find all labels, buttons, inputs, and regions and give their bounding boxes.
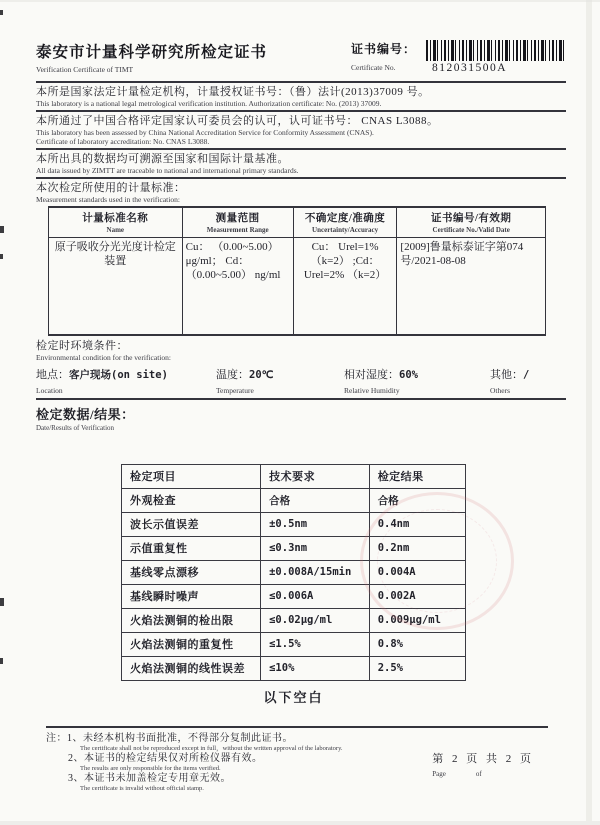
certificate-number-value-block <box>426 40 566 74</box>
standard-uncertainty-cell: Cu： Urel=1% （k=2） ;Cd： Urel=2% （k=2） <box>293 238 397 336</box>
standards-header-row <box>49 207 546 238</box>
table-row: 示值重复性 ≤0.3nm 0.2nm <box>122 537 466 561</box>
env-label: 相对湿度： <box>344 369 399 381</box>
table-row: 火焰法测铜的检出限 ≤0.02μg/ml 0.009μg/ml <box>122 609 466 633</box>
results-header-row <box>122 465 466 489</box>
statement-standards-used <box>36 179 566 206</box>
scan-edge-bottom <box>0 821 600 825</box>
env-value: / <box>523 369 530 381</box>
standards-header-range: 测量范围 Measurement Range <box>182 207 293 238</box>
table-row: 基线零点漂移 ±0.008A/15min 0.004A <box>122 561 466 585</box>
env-value: 客户现场(on site) <box>69 369 168 381</box>
standards-data-row <box>49 238 546 336</box>
standard-range-cell: Cu： （0.00~5.00）μg/ml； Cd： （0.00~5.00） ng/ml <box>182 238 293 336</box>
note-label: 注： <box>46 733 67 744</box>
certificate-number: 812031500A <box>432 62 508 74</box>
env-label-en: Relative Humidity <box>344 386 400 395</box>
environment-title: 检定时环境条件： Environmental condition for the verification: <box>36 340 171 362</box>
standards-header-name: 计量标准名称 Name <box>49 207 183 238</box>
page-title: 泰安市计量科学研究所检定证书 <box>36 44 268 61</box>
env-value: 60% <box>399 369 418 381</box>
standard-certificate-cell: [2009]鲁量标泰证字第074号/2021-08-08 <box>397 238 546 336</box>
statement-text-zh: 本次检定所使用的计量标准： <box>36 182 186 194</box>
statement-text-en: All data issued by ZIMTT are traceable to national and international primary standards. <box>36 166 299 175</box>
scan-artifact <box>0 226 4 233</box>
page-title-english: Verification Certificate of TIMT <box>36 65 134 74</box>
certificate-number-block <box>351 40 566 74</box>
table-row: 波长示值误差 ±0.5nm 0.4nm <box>122 513 466 537</box>
table-row: 火焰法测铜的重复性 ≤1.5% 0.8% <box>122 633 466 657</box>
env-label: 地点： <box>36 369 69 381</box>
barcode-icon <box>426 40 566 61</box>
results-header-result: 检定结果 <box>369 465 465 489</box>
statement-text-zh: 本所出具的数据均可溯源至国家和国际计量基准。 <box>36 153 289 165</box>
statement-legal-institution <box>36 83 566 112</box>
footer-note-3-en: The certificate is invalid without official stamp. <box>80 785 204 792</box>
env-value: 20℃ <box>249 369 274 381</box>
scan-edge-right <box>586 0 592 825</box>
env-label-en: Temperature <box>216 386 254 395</box>
env-field-location <box>36 366 216 395</box>
standards-header-certificate: 证书编号/有效期 Certificate No./Valid Date <box>397 207 546 238</box>
environment-fields <box>36 366 566 400</box>
table-row: 外观检查 合格 合格 <box>122 489 466 513</box>
results-header-requirement: 技术要求 <box>261 465 370 489</box>
statement-text-en2: Certificate of laboratory accreditation: No. CNAS L3088. <box>36 137 210 146</box>
statement-text-en: Measurement standards used in the verification: <box>36 195 180 204</box>
page-number-zh: 第 2 页 共 2 页 <box>432 753 534 765</box>
footer-note-1: 注：1、未经本机构书面批准，不得部分复制此证书。 <box>46 733 293 744</box>
measurement-standards-table <box>48 206 546 336</box>
scan-artifact <box>0 658 3 664</box>
footer-note-2-en: The results are only responsible for the items verified. <box>80 765 221 772</box>
statement-cnas-accreditation <box>36 112 566 150</box>
footer-notes <box>46 726 548 793</box>
env-field-others <box>490 366 566 395</box>
statement-text-en: This laboratory has been assessed by China National Accreditation Service for Conformity Assessment (CNAS). <box>36 128 374 137</box>
statement-text-zh: 本所通过了中国合格评定国家认可委员会的认可，认可证书号： CNAS L3088。 <box>36 115 439 127</box>
page-number <box>432 750 534 778</box>
env-label: 其他： <box>490 369 523 381</box>
footer-note-1-en: The certificate shall not be reproduced except in full，without the written approval of the laboratory. <box>80 745 343 752</box>
env-field-humidity <box>344 366 490 395</box>
certificate-content <box>36 40 566 706</box>
results-header-item: 检定项目 <box>122 465 261 489</box>
certificate-header <box>36 40 566 83</box>
statement-text-zh: 本所是国家法定计量检定机构，计量授权证书号：（鲁）法计(2013)37009 号。 <box>36 86 430 98</box>
blank-below-note: 以下空白 <box>263 690 324 705</box>
footer-note-3: 3、本证书未加盖检定专用章无效。 <box>68 773 231 784</box>
statement-traceability <box>36 150 566 179</box>
table-row: 火焰法测铜的线性误差 ≤10% 2.5% <box>122 657 466 681</box>
header-title-block <box>36 40 267 74</box>
table-row: 基线瞬时噪声 ≤0.006A 0.002A <box>122 585 466 609</box>
scan-artifact <box>0 10 3 15</box>
page-number-en: Page of <box>432 770 482 778</box>
statement-text-en: This laboratory is a national legal metrological verification institution. Authorization certificate: No. (2013) 37009. <box>36 99 382 108</box>
results-title: 检定数据/结果： Date/Results of Verification <box>36 407 135 432</box>
env-label-en: Others <box>490 386 510 395</box>
env-label: 温度： <box>216 369 249 381</box>
standards-header-uncertainty: 不确定度/准确度 Uncertainty/Accuracy <box>293 207 397 238</box>
scan-artifact <box>0 254 3 259</box>
scan-edge-top <box>0 0 600 2</box>
verification-results-table <box>121 464 466 681</box>
footer-note-2: 2、本证书的检定结果仅对所检仪器有效。 <box>68 753 263 764</box>
env-label-en: Location <box>36 386 63 395</box>
scan-artifact <box>0 598 4 606</box>
standard-name-cell: 原子吸收分光光度计检定装置 <box>49 238 183 336</box>
certificate-number-label: 证书编号： Certificate No. <box>350 42 416 72</box>
env-field-temperature <box>216 366 344 395</box>
